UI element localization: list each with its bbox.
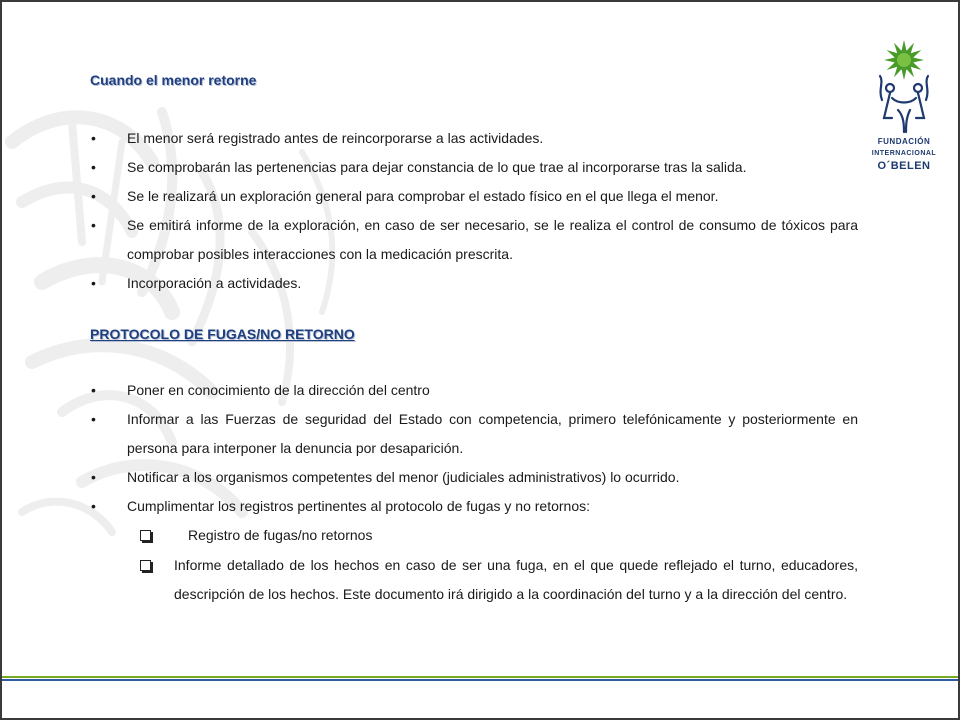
section2-checklist <box>90 521 858 610</box>
logo-text-obelen: O´BELEN <box>877 160 931 172</box>
checklist-item-text: Informe detallado de los hechos en caso de ser una fuga, en el que quede reflejado el turno, educadores, descripción de los hechos. Este documento irá dirigido a la coordinación del turno y a la dirección del centro. <box>174 556 858 602</box>
checkbox-bullet-icon <box>140 530 151 541</box>
section2-bullet-list <box>90 376 858 521</box>
logo-emblem-icon <box>868 38 940 136</box>
content-area <box>90 70 858 610</box>
section1-bullet-list <box>90 124 858 298</box>
footer-stripe-green <box>2 676 958 678</box>
checkbox-bullet-icon <box>140 560 151 571</box>
list-item: • El menor será registrado antes de reincorporarse a las actividades. <box>90 124 858 153</box>
list-item: • Poner en conocimiento de la dirección del centro <box>90 376 858 405</box>
footer-stripes <box>2 676 958 681</box>
list-item: • Cumplimentar los registros pertinentes al protocolo de fugas y no retornos: <box>90 492 858 521</box>
list-item: • Incorporación a actividades. <box>90 269 858 298</box>
list-item: • Informar a las Fuerzas de seguridad del Estado con competencia, primero telefónicamente y posteriormente en persona para interponer la denuncia por desaparición. <box>90 405 858 463</box>
checklist-item <box>90 551 858 610</box>
checklist-item-text: Registro de fugas/no retornos <box>188 527 373 543</box>
section1-heading: Cuando el menor retorne <box>90 72 257 88</box>
list-item: • Se le realizará un exploración general para comprobar el estado físico en el que llega el menor. <box>90 182 858 211</box>
fundacion-logo <box>868 38 940 182</box>
logo-text-internacional: INTERNACIONAL <box>871 150 937 157</box>
section2-heading: PROTOCOLO DE FUGAS/NO RETORNO <box>90 326 355 342</box>
logo-text-fundacion: FUNDACIÓN <box>877 137 931 146</box>
list-item: • Se emitirá informe de la exploración, en caso de ser necesario, se le realiza el control de consumo de tóxicos para comprobar posibles interacciones con la medicación prescrita. <box>90 211 858 269</box>
checklist-item <box>90 521 858 551</box>
footer-stripe-blue <box>2 679 958 681</box>
list-item: • Notificar a los organismos competentes del menor (judiciales administrativos) lo ocurrido. <box>90 463 858 492</box>
list-item: • Se comprobarán las pertenencias para dejar constancia de lo que trae al incorporarse tras la salida. <box>90 153 858 182</box>
